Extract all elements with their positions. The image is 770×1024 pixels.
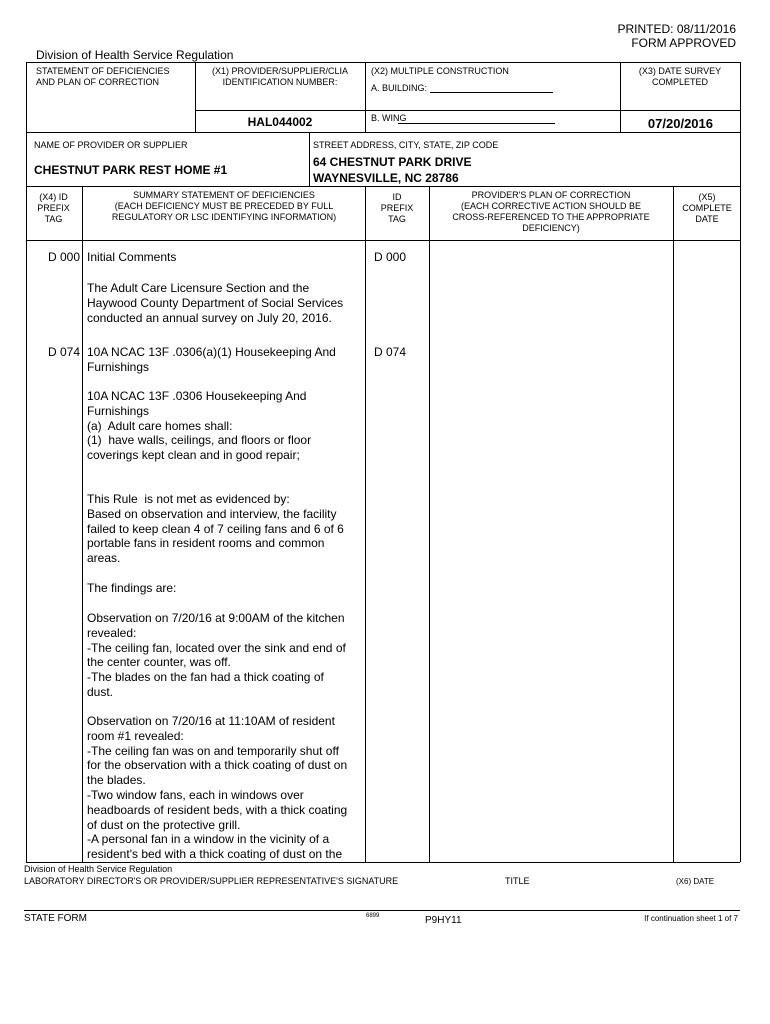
- observation-room1: Observation on 7/20/16 at 11:10AM of resident room #1 revealed: -The ceiling fan was on and temporarily shut off for the observation with a thick coating of dust on the blades. -Two window fans, each in windows over headboards of resident beds, with a thick coating of dust on the protective grill. -A personal fan in a window in the vicinity of a resident's bed with a thick coating of dust on the: [87, 714, 348, 862]
- row-tag: D 074: [47, 345, 80, 359]
- observation-kitchen: Observation on 7/20/16 at 9:00AM of the kitchen revealed: -The ceiling fan, located over the sink and end of the center counter, was off. -The blades on the fan had a thick coating of dust.: [87, 611, 346, 699]
- date-label: (X6) DATE: [676, 877, 715, 886]
- row-title: 10A NCAC 13F .0306(a)(1) Housekeeping And Furnishings: [87, 345, 336, 374]
- address-label: STREET ADDRESS, CITY, STATE, ZIP CODE: [313, 140, 499, 150]
- form-approved: FORM APPROVED: [631, 36, 736, 50]
- wing-label: B. WING: [371, 113, 407, 123]
- printed-date: PRINTED: 08/11/2016: [617, 22, 736, 36]
- address-line1: 64 CHESTNUT PARK DRIVE: [313, 155, 472, 169]
- x3-label: (X3) DATE SURVEY COMPLETED: [638, 66, 722, 87]
- division-title: Division of Health Service Regulation: [36, 48, 234, 62]
- continuation: If continuation sheet 1 of 7: [644, 914, 738, 923]
- footer-division: Division of Health Service Regulation: [24, 864, 173, 874]
- row-text: The Adult Care Licensure Section and the Haywood County Department of Social Services conducted an annual survey on July 20, 2016.: [87, 281, 344, 325]
- title-label: TITLE: [505, 876, 530, 886]
- x1-label: (X1) PROVIDER/SUPPLIER/CLIA IDENTIFICATION NUMBER:: [211, 66, 349, 87]
- row-title: Initial Comments: [87, 250, 177, 264]
- provider-name-label: NAME OF PROVIDER OR SUPPLIER: [34, 140, 188, 150]
- x2-label: (X2) MULTIPLE CONSTRUCTION: [371, 66, 509, 76]
- summary-header: SUMMARY STATEMENT OF DEFICIENCIES (EACH DEFICIENCY MUST BE PRECEDED BY FULL REGULATORY OR LSC IDENTIFYING INFORMATION): [111, 190, 337, 222]
- row-id-tag: D 000: [374, 250, 407, 264]
- row-id-tag: D 074: [374, 345, 407, 359]
- wing-line: [398, 123, 555, 124]
- survey-date: 07/20/2016: [647, 116, 713, 131]
- id-header: ID PREFIX TAG: [380, 192, 414, 224]
- signature-label: LABORATORY DIRECTOR'S OR PROVIDER/SUPPLIER REPRESENTATIVE'S SIGNATURE: [24, 876, 399, 886]
- x4-header: (X4) ID PREFIX TAG: [37, 192, 70, 224]
- provider-name: CHESTNUT PARK REST HOME #1: [34, 163, 228, 177]
- form-code: 6899: [366, 913, 380, 919]
- building-label: A. BUILDING:: [371, 83, 428, 93]
- rule-text: 10A NCAC 13F .0306 Housekeeping And Furnishings (a) Adult care homes shall: (1) have walls, ceilings, and floors or floor coverings kept clean and in good repair;: [87, 389, 312, 463]
- findings-are: The findings are:: [87, 581, 177, 595]
- provider-id: HAL044002: [247, 115, 313, 129]
- state-form: STATE FORM: [24, 913, 87, 924]
- finding-text: This Rule is not met as evidenced by: Based on observation and interview, the facility failed to keep clean 4 of 7 ceiling fans and 6 of 6 portable fans in resident rooms and common areas.: [87, 492, 344, 566]
- footer-rule: [24, 910, 740, 911]
- address-line2: WAYNESVILLE, NC 28786: [313, 171, 459, 185]
- row-tag: D 000: [47, 250, 80, 264]
- plan-header: PROVIDER'S PLAN OF CORRECTION (EACH CORRECTIVE ACTION SHOULD BE CROSS-REFERENCED TO THE APPROPRIATE DEFICIENCY): [452, 190, 650, 233]
- building-line: [430, 92, 553, 93]
- event-id: P9HY11: [425, 915, 462, 926]
- x5-header: (X5) COMPLETE DATE: [682, 192, 732, 224]
- statement-label: STATEMENT OF DEFICIENCIES AND PLAN OF CORRECTION: [36, 66, 170, 87]
